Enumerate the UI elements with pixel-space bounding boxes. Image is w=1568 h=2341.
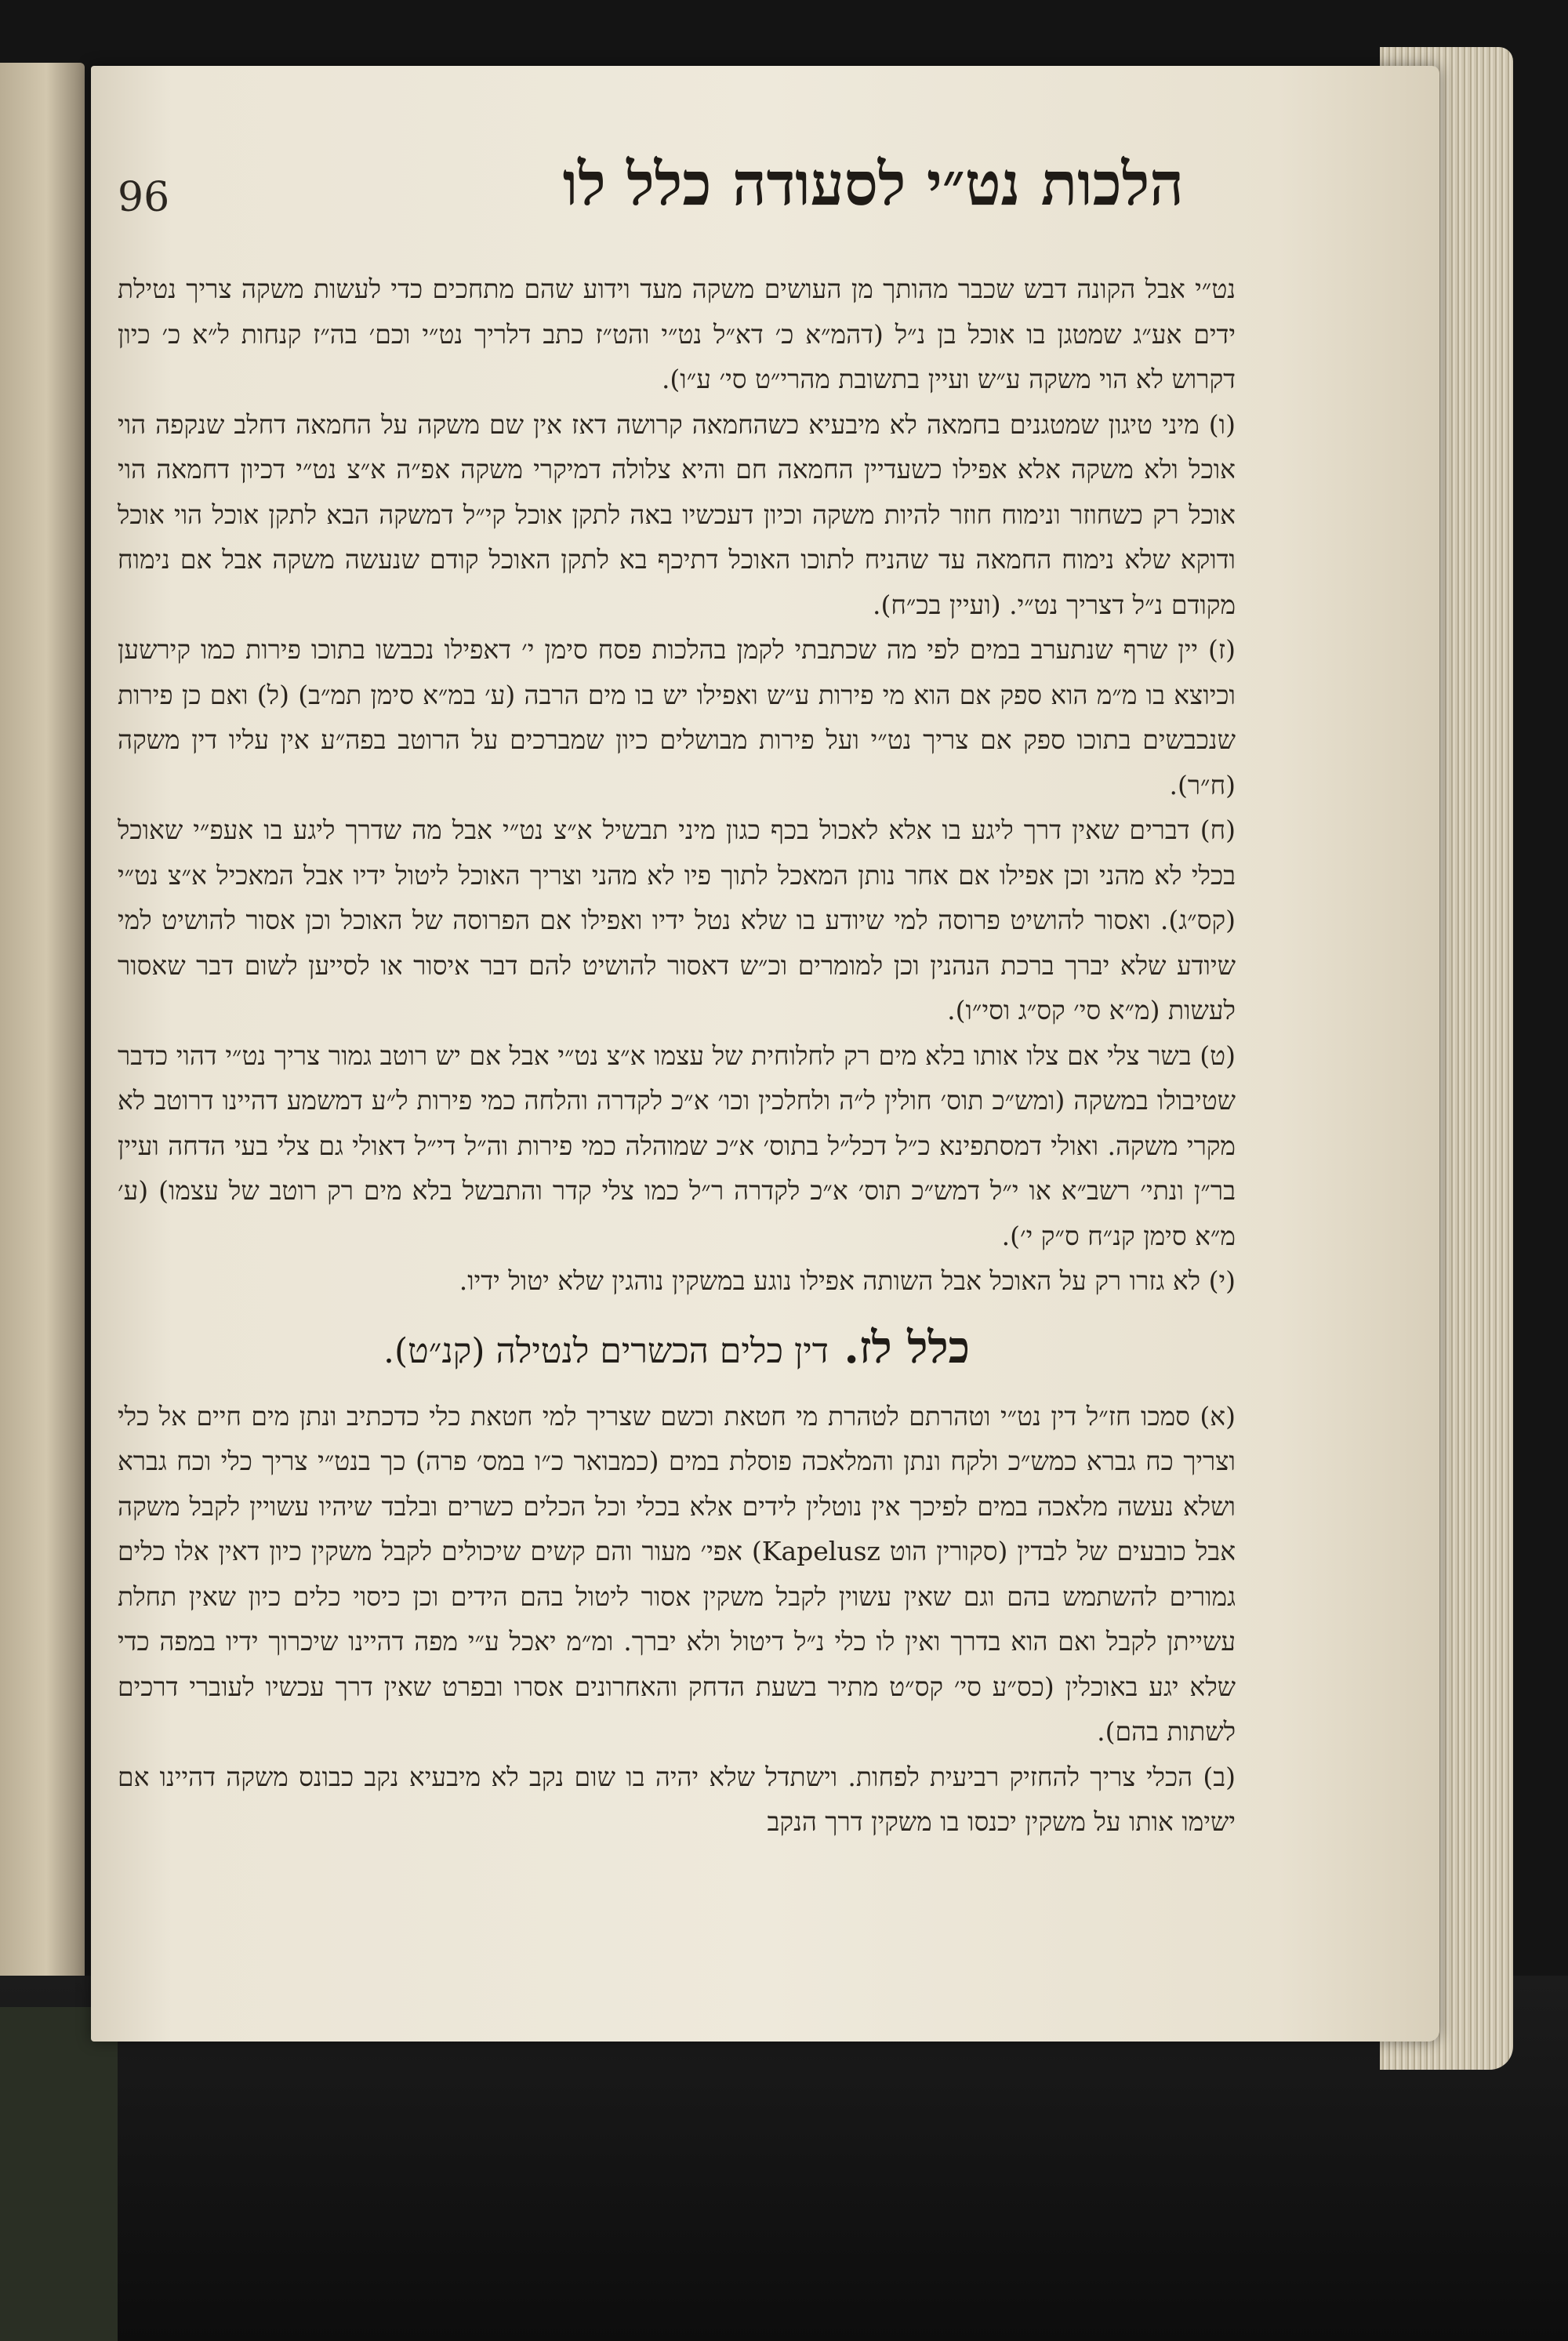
section-subtitle: דין כלים הכשרים לנטילה (קנ״ט). — [383, 1330, 829, 1371]
paragraph-alef: (א) סמכו חז״ל דין נט״י וטהרתם לטהרת מי חטאת וכשם שצריך למי חטאת כלי כדכתיב ונתן מים חיים אל כלי וצריך כח גברא כמש״כ ולקח ונתן והמלאכה פוסלת במים (כמבואר כ״ו במס׳ פרה) כך בנט״י צריך כלי וכח גברא ושלא נעשה מלאכה במים לפיכך אין נוטלין לידים אלא בכלי וכל הכלים כשרים ובלבד שיהיו עשויין לקבל משקה אבל כובעים של לבדין (סקורין הוט Kapelusz) אפי׳ מעור והם קשים שיכולים לקבל משקין כיון דאין אלו כלים גמורים להשתמש בהם וגם שאין עשוין לקבל משקין אסור ליטול בהם הידים וכן כיסוי כלים כיון שאין תחלת עשייתן לקבל ואם הוא בדרך ואין לו כלי נ״ל דיטול ולא יברך. ומ״מ יאכל ע״י מפה דהיינו שיכרוך ידיו במפה כדי שלא יגע באוכלין (כס״ע סי׳ קס״ט מתיר בשעת הדחק והאחרונים אסרו ובפרט שאין דרך עכשיו לעוברי דרכים לשתות בהם). — [118, 1400, 1236, 1747]
paragraph-bet: (ב) הכלי צריך להחזיק רביעית לפחות. וישתדל שלא יהיה בו שום נקב לא מיבעיא נקב כבונס משקה דהיינו אם ישימו אותו על משקין יכנסו בו משקין דרך הנקב — [118, 1761, 1236, 1837]
paragraph-chet: (ח) דברים שאין דרך ליגע בו אלא לאכול בכף כגון מיני תבשיל א״צ נט״י אבל מה שדרך ליגע בו אעפ״י שאוכל בכלי לא מהני וכן אפילו אם אחר נותן המאכל לתוך פיו לא מהני וצריך האוכל ליטול ידיו אבל המאכיל א״צ נט״י (קס״ג). ואסור להושיט פרוסה למי שיודע בו שלא נטל ידיו ואפילו אם הפרוסה של האוכל וכן אסור להושיט למי שיודע שלא יברך ברכת הנהנין וכן למומרים וכ״ש דאסור להושיט להם דבר איסור או לסייען לשום דבר שאסור לעשות (מ״א סי׳ קס״ג וסי״ו). — [118, 815, 1236, 1025]
page-header — [118, 149, 1450, 251]
paragraph-tet: (ט) בשר צלי אם צלו אותו בלא מים רק לחלוחית של עצמו א״צ נט״י אבל אם יש רוטב גמור צריך נט״י דהוי כדבר שטיבולו במשקה (ומש״כ תוס׳ חולין ל״ה ולחלכין וכו׳ א״כ לקדרה והלחה כמי פירות ל״ע דמשמע דהיינו דרוטב לא מקרי משקה. ואולי דמסתפינא כ״ל דכל״ל בתוס׳ א״כ שמוהלה כמי פירות וה״ל די״ל דאולי גם צלי בעי הדחה ועיין בר״ן ונתי׳ רשב״א או י״ל דמש״כ תוס׳ א״כ לקדרה ר״ל כמו צלי קדר והתבשל בלא מים רק רוטב של עצמו) (ע׳ מ״א סימן קנ״ח ס״ק י׳). — [118, 1040, 1236, 1251]
paragraph-continuation: נט״י אבל הקונה דבש שכבר מהותך מן העושים משקה מעד וידוע שהם מתחכים כדי לעשות משקה צריך נטילת ידים אע״ג שמטגן בו אוכל בן נ״ל (דהמ״א כ׳ דא״ל נט״י והט״ז כתב דלריך נט״י וכם׳ בה״ז קנחות ל״א כ׳ כיון דקרוש לא הוי משקה ע״ש ועיין בתשובת מהרי״ט סי׳ ע״ו). — [118, 274, 1236, 394]
page-body — [118, 267, 1236, 1845]
paragraph-zayin: (ז) יין שרף שנתערב במים לפי מה שכתבתי לקמן בהלכות פסח סימן י׳ דאפילו נכבשו בתוכו פירות כמו קירשען וכיוצא בו מ״מ הוא ספק אם הוא מי פירות ע״ש ואפילו יש בו מים הרבה (ע׳ במ״א סימן תמ״ב) (ל) ואם כן פירות שנכבשים בתוכו ספק אם צריך נט״י ועל פירות מבושלים כיון שמברכים על הרוטב בפה״ע אין עליו דין משקה (ח״ר). — [118, 634, 1236, 800]
running-title: הלכות נט״י לסעודה כלל לו — [562, 149, 1184, 219]
page-number: 96 — [118, 174, 170, 221]
paragraph-vav: (ו) מיני טיגון שמטגנים בחמאה לא מיבעיא כשהחמאה קרושה דאז אין שם משקה על החמאה דחלב שנקפה הוי אוכל ולא משקה אלא אפילו כשעדיין החמאה חם והיא צלולה דמיקרי משקה אפ״ה א״צ נט״י דכיון דחמאה הוי אוכל רק כשחוזר ונימוח חוזר להיות משקה וכיון דעכשיו באה לתקן אוכל קי״ל דמשקה הבא לתקן אוכל הוי אוכל ודוקא שלא נימוח החמאה עד שהניח לתוכו האוכל דתיכף בא לתקן האוכל קודם שנעשה משקה אבל אם נימוח מקודם נ״ל דצריך נט״י. (ועיין בכ״ח). — [118, 408, 1236, 620]
section-title: כלל לז. — [844, 1321, 970, 1374]
section-heading — [118, 1308, 1236, 1391]
background-cloth-strip — [0, 2007, 118, 2341]
left-page-edge — [0, 63, 85, 1999]
paragraph-yud: (י) לא גזרו רק על האוכל אבל השותה אפילו נוגע במשקין נוהגין שלא יטול ידיו. — [459, 1265, 1236, 1296]
